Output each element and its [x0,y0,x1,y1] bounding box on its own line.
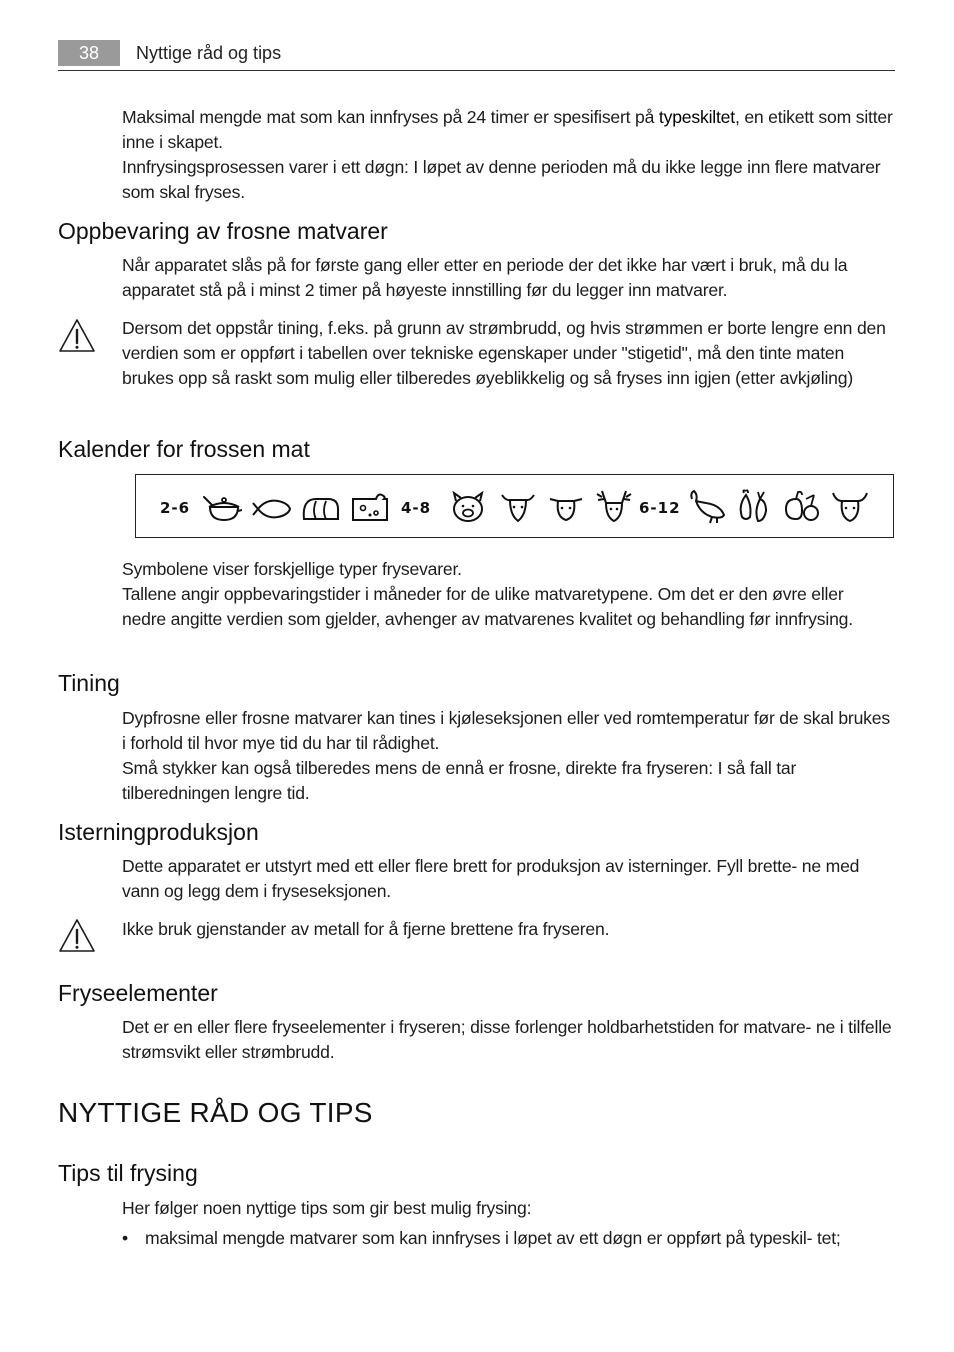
running-header-title: Nyttige råd og tips [136,43,282,63]
fruit-icon [782,487,822,527]
intro-p1-start: Maksimal mengde mat som kan innfryses på 24 timer er spesifisert på [122,107,659,127]
vegetables-icon [734,487,774,527]
calendar-description [122,557,892,632]
thawing-text [122,706,892,806]
warning-icon [58,318,96,354]
pig-icon [448,487,488,527]
storage-range-4-8: 4-8 [401,499,432,517]
ice-warning-text: Ikke bruk gjenstander av metall for å fjerne brettene fra fryseren. [122,919,610,939]
storage-range-2-6: 2-6 [160,499,191,517]
rating-plate-term: typeskiltet [658,107,735,127]
heading-thawing: Tining [58,670,120,696]
heading-ice-cubes: Isterningproduksjon [58,819,259,845]
lamb-icon [546,487,586,527]
freezing-calendar-box [135,474,894,538]
bullet-marker: • [122,1228,129,1248]
intro-paragraph-2: Innfrysingsprosessen varer i ett døgn: I løpet av denne perioden må du ikke legge inn flere matvarer som skal fryses. [122,157,881,202]
intro-block [122,105,897,205]
freezer-elements-text: Det er en eller flere fryseelementer i fryseren; disse forlenger holdbarhetstiden for matvare- ne i tilfelle strømsvikt eller strømbrudd. [122,1017,892,1062]
bread-icon [300,487,340,527]
thawing-paragraph-1: Dypfrosne eller frosne matvarer kan tines i kjøleseksjonen eller ved romtemperatur før de skal brukes i forhold til hvor mye tid du har til rådighet. [122,708,890,753]
header-divider [58,70,895,71]
ice-text: Dette apparatet er utstyrt med ett eller flere brett for produksjon av isterninger. Fyll brette- ne med vann og legg dem i fryseseksjonen. [122,856,860,901]
heading-storage: Oppbevaring av frosne matvarer [58,218,388,244]
storage-warning-text: Dersom det oppstår tining, f.eks. på grunn av strømbrudd, og hvis strømmen er borte lengre enn den verdien som er oppført i tabellen over tekniske egenskaper under "stigetid", må den tinte maten brukes opp så raskt som mulig eller tilberedes øyeblikkelig og så fryses inn igjen (etter avkjøling) [122,318,886,388]
page-number: 38 [58,40,120,66]
calf-icon [498,487,538,527]
calendar-text-2: Tallene angir oppbevaringstider i måneder for de ulike matvaretypene. Om det er den øvre eller nedre angitte verdien som gjelder, avhenger av matvarenes kvalitet og behandling før innfrysing. [122,584,853,629]
calendar-text-1: Symbolene viser forskjellige typer frysevarer. [122,559,462,579]
poultry-icon [686,487,726,527]
intro-p1-end: , en etikett som sitter inne i skapet. [122,107,893,152]
warning-icon [58,918,96,954]
fish-icon [252,487,292,527]
heading-freezing-tips: Tips til frysing [58,1160,198,1186]
storage-text: Når apparatet slås på for første gang eller etter en periode der det ikke har vært i bruk, må du la apparatet stå på i minst 2 timer på høyeste innstilling før du legger inn matvarer. [122,255,848,300]
heading-freezer-elements: Fryseelementer [58,980,218,1006]
beef-icon [830,487,870,527]
freezing-tips-intro: Her følger noen nyttige tips som gir best mulig frysing: [122,1198,532,1218]
thawing-paragraph-2: Små stykker kan også tilberedes mens de ennå er frosne, direkte fra fryseren: I så fall tar tilberedningen lengre tid. [122,758,797,803]
section-title-tips: NYTTIGE RÅD OG TIPS [58,1097,373,1128]
storage-range-6-12: 6-12 [639,499,681,517]
deer-icon [594,487,634,527]
tip-list-item: maksimal mengde matvarer som kan innfryses i løpet av ett døgn er oppført på typeskil- tet; [145,1228,841,1248]
intro-paragraph-1 [122,105,897,155]
heading-calendar: Kalender for frossen mat [58,436,310,462]
pot-icon [202,487,242,527]
cheese-icon [350,487,390,527]
